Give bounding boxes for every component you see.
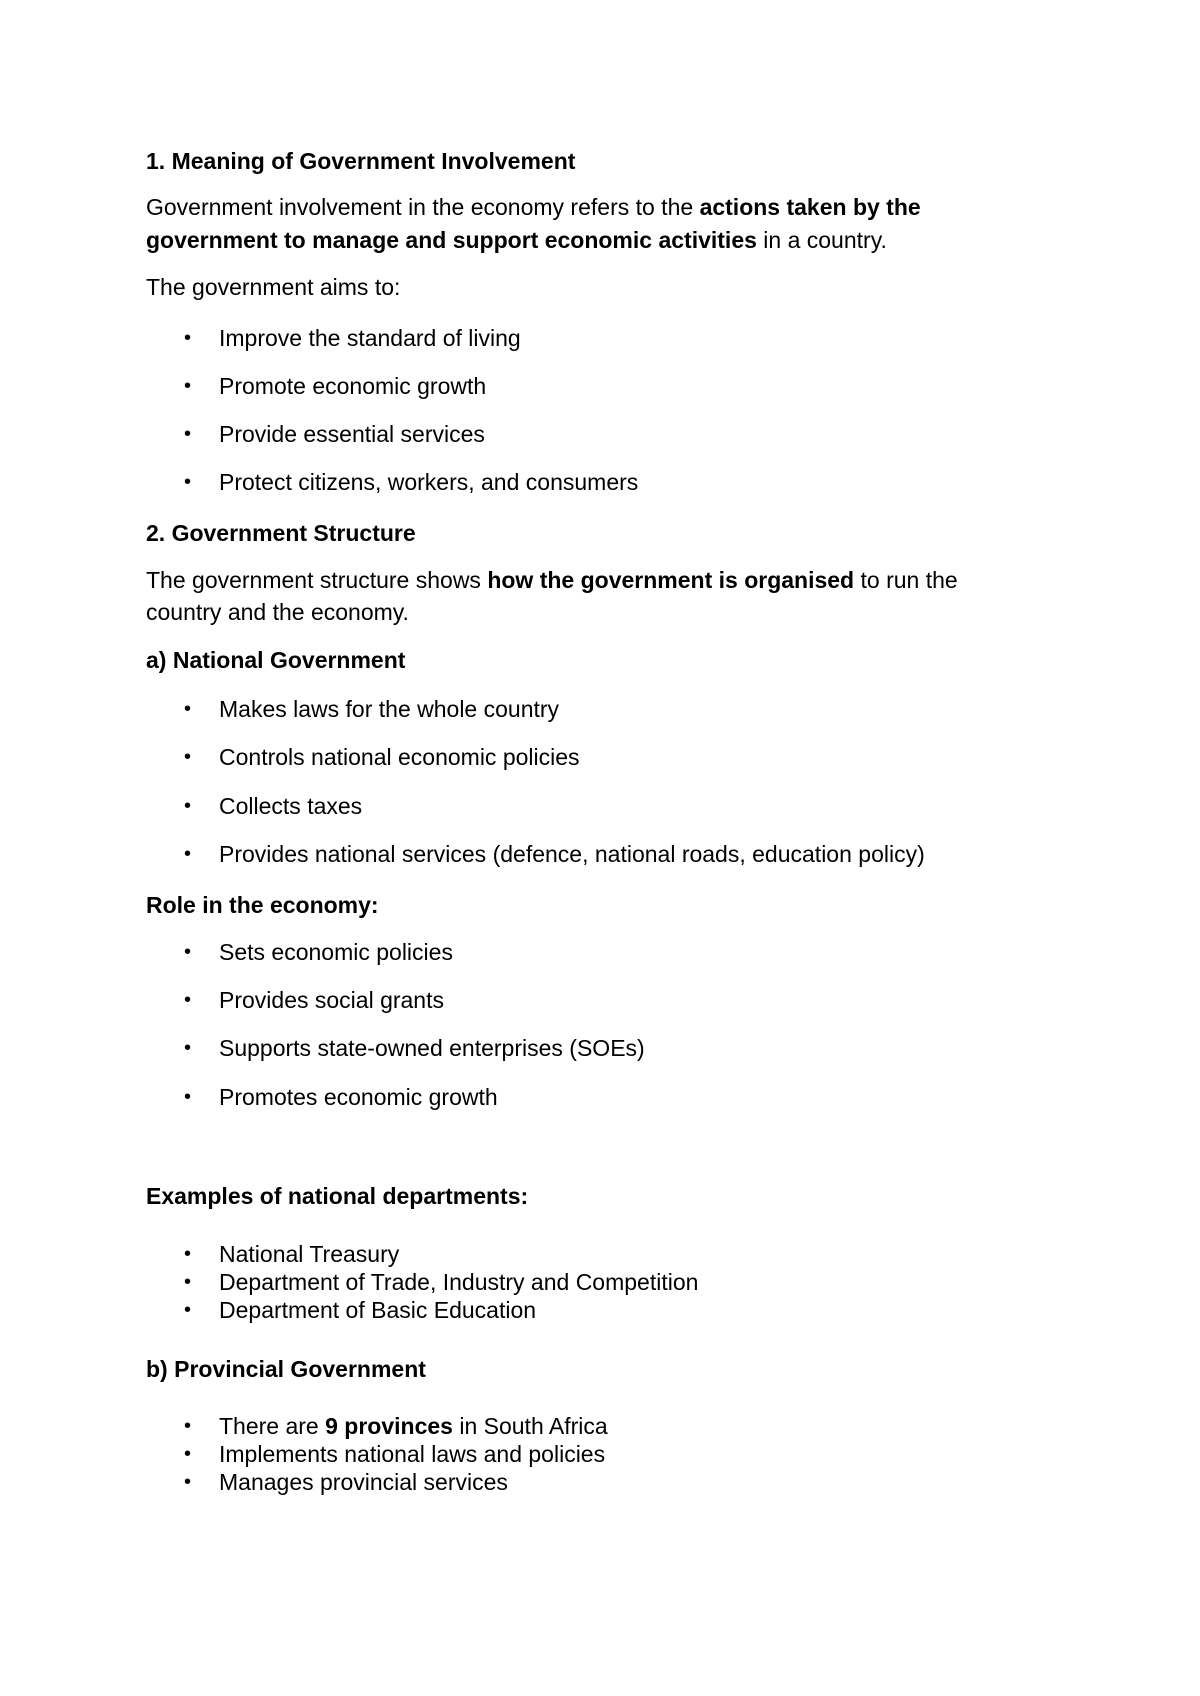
bullet-icon: •: [184, 423, 192, 445]
list-item-text: Sets economic policies: [219, 939, 453, 965]
list-item-text: Provides social grants: [219, 987, 444, 1013]
list-item-text-part: in South Africa: [452, 1413, 608, 1439]
section-2-paragraph-line-2: country and the economy.: [146, 599, 409, 625]
list-item: [184, 371, 486, 401]
national-government-heading: a) National Government: [146, 647, 406, 673]
paragraph-text: to run the: [854, 567, 958, 593]
list-item-text: Makes laws for the whole country: [219, 696, 560, 722]
bullet-icon: •: [184, 1471, 192, 1493]
section-2-paragraph-line-1: [146, 563, 1046, 597]
list-item: [184, 985, 444, 1015]
bullet-icon: •: [184, 989, 192, 1011]
list-item-text: Promote economic growth: [219, 373, 487, 399]
paragraph-text: The government structure shows: [146, 567, 488, 593]
role-in-economy-heading: Role in the economy:: [146, 892, 379, 918]
section-1-paragraph-line-2: [146, 223, 1046, 257]
list-item: [184, 467, 638, 497]
bullet-icon: •: [184, 1243, 192, 1265]
paragraph-text: Government involvement in the economy refers to the: [146, 194, 700, 220]
list-item-text: Collects taxes: [219, 793, 363, 819]
bullet-icon: •: [184, 698, 192, 720]
bullet-icon: •: [184, 1299, 192, 1321]
list-item-text: Promotes economic growth: [219, 1084, 498, 1110]
bullet-icon: •: [184, 1443, 192, 1465]
list-item-text: Provides national services (defence, national roads, education policy): [219, 841, 925, 867]
list-item: [184, 1439, 605, 1469]
list-item: [184, 1267, 698, 1297]
paragraph-bold-text: how the government is organised: [487, 567, 855, 593]
list-item-text: [219, 1413, 608, 1439]
paragraph-text: in a country.: [756, 227, 887, 253]
section-2-heading: 2. Government Structure: [146, 520, 416, 546]
provincial-government-heading: b) Provincial Government: [146, 1356, 426, 1382]
list-item-text: Implements national laws and policies: [219, 1441, 606, 1467]
list-item: [184, 1295, 536, 1325]
list-item: [184, 791, 362, 821]
list-item: [184, 742, 580, 772]
list-item-text: Manages provincial services: [219, 1469, 508, 1495]
list-item-text: Controls national economic policies: [219, 744, 580, 770]
bullet-icon: •: [184, 375, 192, 397]
list-item: [184, 1033, 645, 1063]
bullet-icon: •: [184, 327, 192, 349]
paragraph-bold-text: government to manage and support economic activities: [146, 227, 757, 253]
list-item-bold-text: 9 provinces: [325, 1413, 453, 1439]
list-item-text: Improve the standard of living: [219, 325, 521, 351]
bullet-icon: •: [184, 1415, 192, 1437]
examples-heading: Examples of national departments:: [146, 1183, 529, 1209]
list-item: [184, 419, 485, 449]
bullet-icon: •: [184, 1271, 192, 1293]
bullet-icon: •: [184, 1086, 192, 1108]
list-item-text: National Treasury: [219, 1241, 400, 1267]
list-item: [184, 839, 925, 869]
list-item: [184, 1239, 399, 1269]
bullet-icon: •: [184, 941, 192, 963]
list-item: [184, 323, 521, 353]
list-item-text: Protect citizens, workers, and consumers: [219, 469, 639, 495]
section-1-heading: 1. Meaning of Government Involvement: [146, 148, 576, 174]
bullet-icon: •: [184, 795, 192, 817]
list-item: [184, 694, 559, 724]
list-item: [184, 1411, 608, 1441]
bullet-icon: •: [184, 471, 192, 493]
section-1-paragraph-line-1: [146, 190, 1046, 224]
bullet-icon: •: [184, 843, 192, 865]
bullet-icon: •: [184, 1037, 192, 1059]
list-item-text: Supports state-owned enterprises (SOEs): [219, 1035, 645, 1061]
list-item: [184, 937, 453, 967]
list-item-text-part: There are: [219, 1413, 326, 1439]
list-item: [184, 1082, 498, 1112]
list-item-text: Department of Basic Education: [219, 1297, 537, 1323]
bullet-icon: •: [184, 746, 192, 768]
list-item-text: Provide essential services: [219, 421, 485, 447]
aims-intro: The government aims to:: [146, 274, 401, 300]
paragraph-bold-text: actions taken by the: [699, 194, 921, 220]
list-item-text: Department of Trade, Industry and Competition: [219, 1269, 699, 1295]
list-item: [184, 1467, 508, 1497]
